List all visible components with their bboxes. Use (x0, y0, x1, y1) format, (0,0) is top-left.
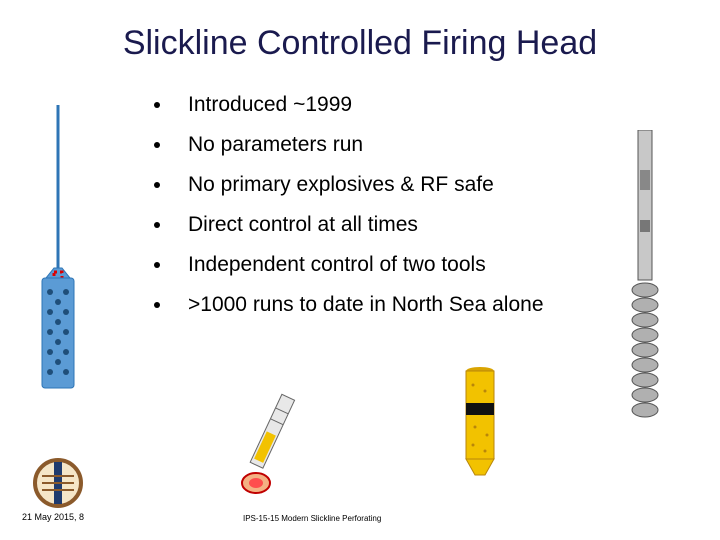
bullet-dot-icon (154, 142, 160, 148)
perforating-gun-illustration (30, 100, 90, 400)
bullet-dot-icon (154, 222, 160, 228)
bullet-item: Direct control at all times (150, 212, 570, 237)
bullet-dot-icon (154, 182, 160, 188)
bullet-item: No primary explosives & RF safe (150, 172, 570, 197)
bullet-item: >1000 runs to date in North Sea alone (150, 292, 570, 317)
bullet-dot-icon (154, 302, 160, 308)
yellow-tool-illustration (455, 365, 505, 480)
bullet-item: No parameters run (150, 132, 570, 157)
string-assembly-illustration (625, 130, 665, 425)
firing-head-illustration (228, 388, 308, 498)
slide-title: Slickline Controlled Firing Head (122, 24, 598, 62)
bullet-dot-icon (154, 262, 160, 268)
company-logo (28, 458, 88, 508)
footer-date: 21 May 2015, 8 (22, 512, 85, 522)
bullet-dot-icon (154, 102, 160, 108)
bullet-list (150, 92, 570, 332)
bullet-item: Introduced ~1999 (150, 92, 570, 117)
footer-reference: IPS-15-15 Modern Slickline Perforating (243, 514, 382, 523)
bullet-item: Independent control of two tools (150, 252, 570, 277)
